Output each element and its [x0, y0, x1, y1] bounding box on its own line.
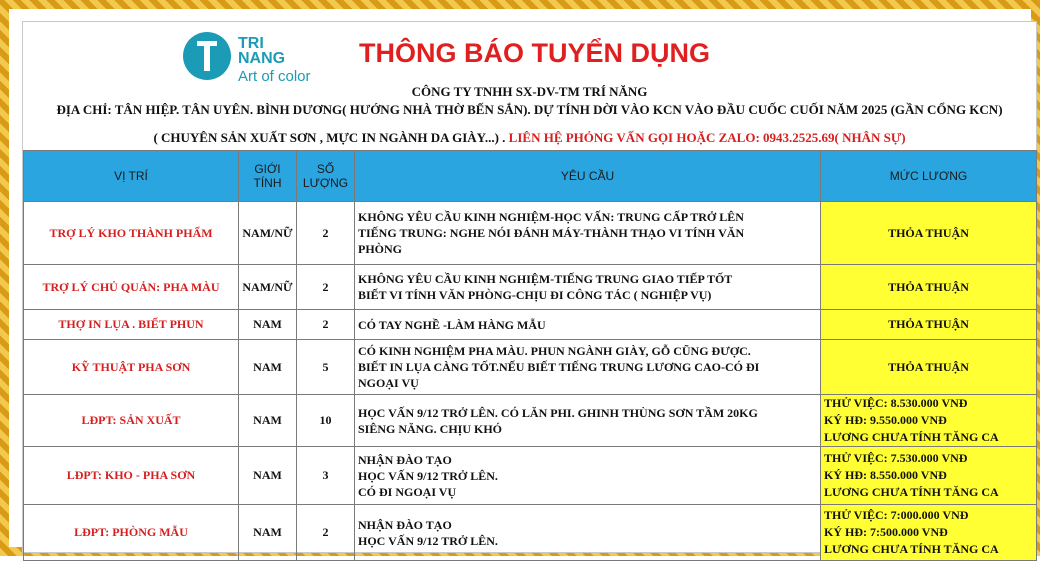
table-row — [24, 265, 1037, 310]
requirement-line: NGOẠI VỤ — [358, 376, 419, 390]
job-requirements — [355, 202, 821, 265]
header-position: VỊ TRÍ — [24, 151, 239, 202]
job-position: TRỢ LÝ CHỦ QUẢN: PHA MÀU — [24, 265, 239, 310]
requirement-line: HỌC VẤN 9/12 TRỞ LÊN. CÓ LĂN PHI. GHINH THÙNG SƠN TẦM 20KG — [358, 405, 758, 420]
requirement-line: BIẾT IN LỤA CÀNG TỐT.NẾU BIẾT TIẾNG TRUNG LƯƠNG CAO-CÓ ĐI — [358, 360, 760, 374]
salary-line: KÝ HĐ: 8.550.000 VNĐ — [824, 468, 947, 482]
job-requirements — [355, 395, 821, 447]
header-salary: MỨC LƯƠNG — [821, 151, 1037, 202]
job-quantity: 2 — [297, 265, 355, 310]
requirement-line: KHÔNG YÊU CẦU KINH NGHIỆM-HỌC VẤN: TRUNG CẤP TRỞ LÊN — [358, 210, 744, 224]
page-title: THÔNG BÁO TUYỂN DỤNG — [359, 38, 710, 68]
job-salary — [821, 310, 1037, 340]
salary-line: KÝ HĐ: 7:500.000 VNĐ — [824, 525, 948, 539]
requirement-line: PHÒNG — [358, 242, 402, 256]
job-position: LĐPT: SẢN XUẤT — [24, 395, 239, 447]
contact-text: LIÊN HỆ PHỎNG VẤN GỌI HOẶC ZALO: 0943.2525.69( NHÂN SỰ) — [508, 130, 906, 145]
salary-line: THỎA THUẬN — [888, 225, 969, 240]
job-position: THỢ IN LỤA . BIẾT PHUN — [24, 310, 239, 340]
job-quantity: 2 — [297, 505, 355, 561]
job-gender: NAM — [239, 310, 297, 340]
job-gender: NAM — [239, 395, 297, 447]
job-table — [23, 150, 1037, 561]
salary-line: LƯƠNG CHƯA TÍNH TĂNG CA — [824, 485, 999, 499]
job-requirements — [355, 310, 821, 340]
job-requirements — [355, 447, 821, 505]
salary-line: THỎA THUẬN — [888, 359, 969, 374]
requirement-line: SIÊNG NĂNG. CHỊU KHÓ — [358, 421, 503, 436]
table-row — [24, 447, 1037, 505]
requirement-line: CÓ KINH NGHIỆM PHA MÀU. PHUN NGÀNH GIÀY, GỖ CŨNG ĐƯỢC. — [358, 344, 751, 358]
table-row — [24, 505, 1037, 561]
salary-line: KÝ HĐ: 9.550.000 VNĐ — [824, 413, 947, 427]
header-gender: GIỚI TÍNH — [239, 151, 297, 202]
job-salary — [821, 447, 1037, 505]
job-salary — [821, 395, 1037, 447]
company-name: CÔNG TY TNHH SX-DV-TM TRÍ NĂNG — [411, 84, 648, 99]
requirement-line: NHẬN ĐÀO TẠO — [358, 452, 452, 467]
salary-line: LƯƠNG CHƯA TÍNH TĂNG CA — [824, 430, 999, 444]
job-gender: NAM — [239, 340, 297, 395]
requirement-line: CÓ ĐI NGOẠI VỤ — [358, 484, 457, 499]
job-position: TRỢ LÝ KHO THÀNH PHẨM — [24, 202, 239, 265]
table-row — [24, 202, 1037, 265]
requirement-line: TIẾNG TRUNG: NGHE NÓI ĐÁNH MÁY-THÀNH THẠO VI TÍNH VĂN — [358, 226, 745, 240]
contact-line — [23, 130, 1036, 146]
requirement-line: HỌC VẤN 9/12 TRỞ LÊN. — [358, 533, 498, 548]
job-quantity: 10 — [297, 395, 355, 447]
announcement-sheet — [22, 21, 1037, 556]
logo-tagline: Art of color — [238, 68, 311, 85]
requirement-line: BIẾT VI TÍNH VĂN PHÒNG-CHỊU ĐI CÔNG TÁC ( NGHIỆP VỤ) — [358, 288, 712, 302]
job-salary — [821, 340, 1037, 395]
job-gender: NAM/NỮ — [239, 202, 297, 265]
salary-line: LƯƠNG CHƯA TÍNH TĂNG CA — [824, 542, 999, 556]
salary-line: THỬ VIỆC: 7.530.000 VNĐ — [824, 451, 968, 465]
requirement-line: CÓ TAY NGHỀ -LÀM HÀNG MẪU — [358, 317, 546, 332]
table-header-row — [24, 151, 1037, 202]
job-requirements — [355, 265, 821, 310]
job-gender: NAM — [239, 505, 297, 561]
header-quantity: SỐ LƯỢNG — [297, 151, 355, 202]
job-salary — [821, 265, 1037, 310]
job-gender: NAM/NỮ — [239, 265, 297, 310]
job-quantity: 3 — [297, 447, 355, 505]
table-row — [24, 340, 1037, 395]
table-row — [24, 310, 1037, 340]
job-position: LĐPT: KHO - PHA SƠN — [24, 447, 239, 505]
job-salary — [821, 505, 1037, 561]
header-requirements: YÊU CẦU — [355, 151, 821, 202]
logo-name: TRI NANG — [238, 35, 286, 67]
job-requirements — [355, 340, 821, 395]
job-gender: NAM — [239, 447, 297, 505]
salary-line: THỎA THUẬN — [888, 279, 969, 294]
salary-line: THỬ VIỆC: 8.530.000 VNĐ — [824, 396, 968, 410]
job-requirements — [355, 505, 821, 561]
job-quantity: 2 — [297, 310, 355, 340]
company-address: ĐỊA CHỈ: TÂN HIỆP. TÂN UYÊN. BÌNH DƯƠNG( HƯỚNG NHÀ THỜ BẾN SẮN). DỰ TÍNH DỜI VÀO KCN VÀO ĐẦU CUỐC CUỐI NĂM 2025 (GẦN CỔNG KCN) — [56, 102, 1003, 117]
requirement-line: HỌC VẤN 9/12 TRỞ LÊN. — [358, 468, 498, 483]
requirement-line: KHÔNG YÊU CẦU KINH NGHIỆM-TIẾNG TRUNG GIAO TIẾP TỐT — [358, 272, 733, 286]
logo-t-icon — [183, 32, 231, 80]
requirement-line: NHẬN ĐÀO TẠO — [358, 517, 452, 532]
job-salary — [821, 202, 1037, 265]
salary-line: THỬ VIỆC: 7:000.000 VNĐ — [824, 508, 969, 522]
job-quantity: 2 — [297, 202, 355, 265]
salary-line: THỎA THUẬN — [888, 317, 969, 331]
job-position: LĐPT: PHÒNG MẪU — [24, 505, 239, 561]
job-quantity: 5 — [297, 340, 355, 395]
job-position: KỸ THUẬT PHA SƠN — [24, 340, 239, 395]
table-row — [24, 395, 1037, 447]
products-text: ( CHUYÊN SẢN XUẤT SƠN , MỰC IN NGÀNH DA GIÀY...) . — [153, 130, 506, 145]
